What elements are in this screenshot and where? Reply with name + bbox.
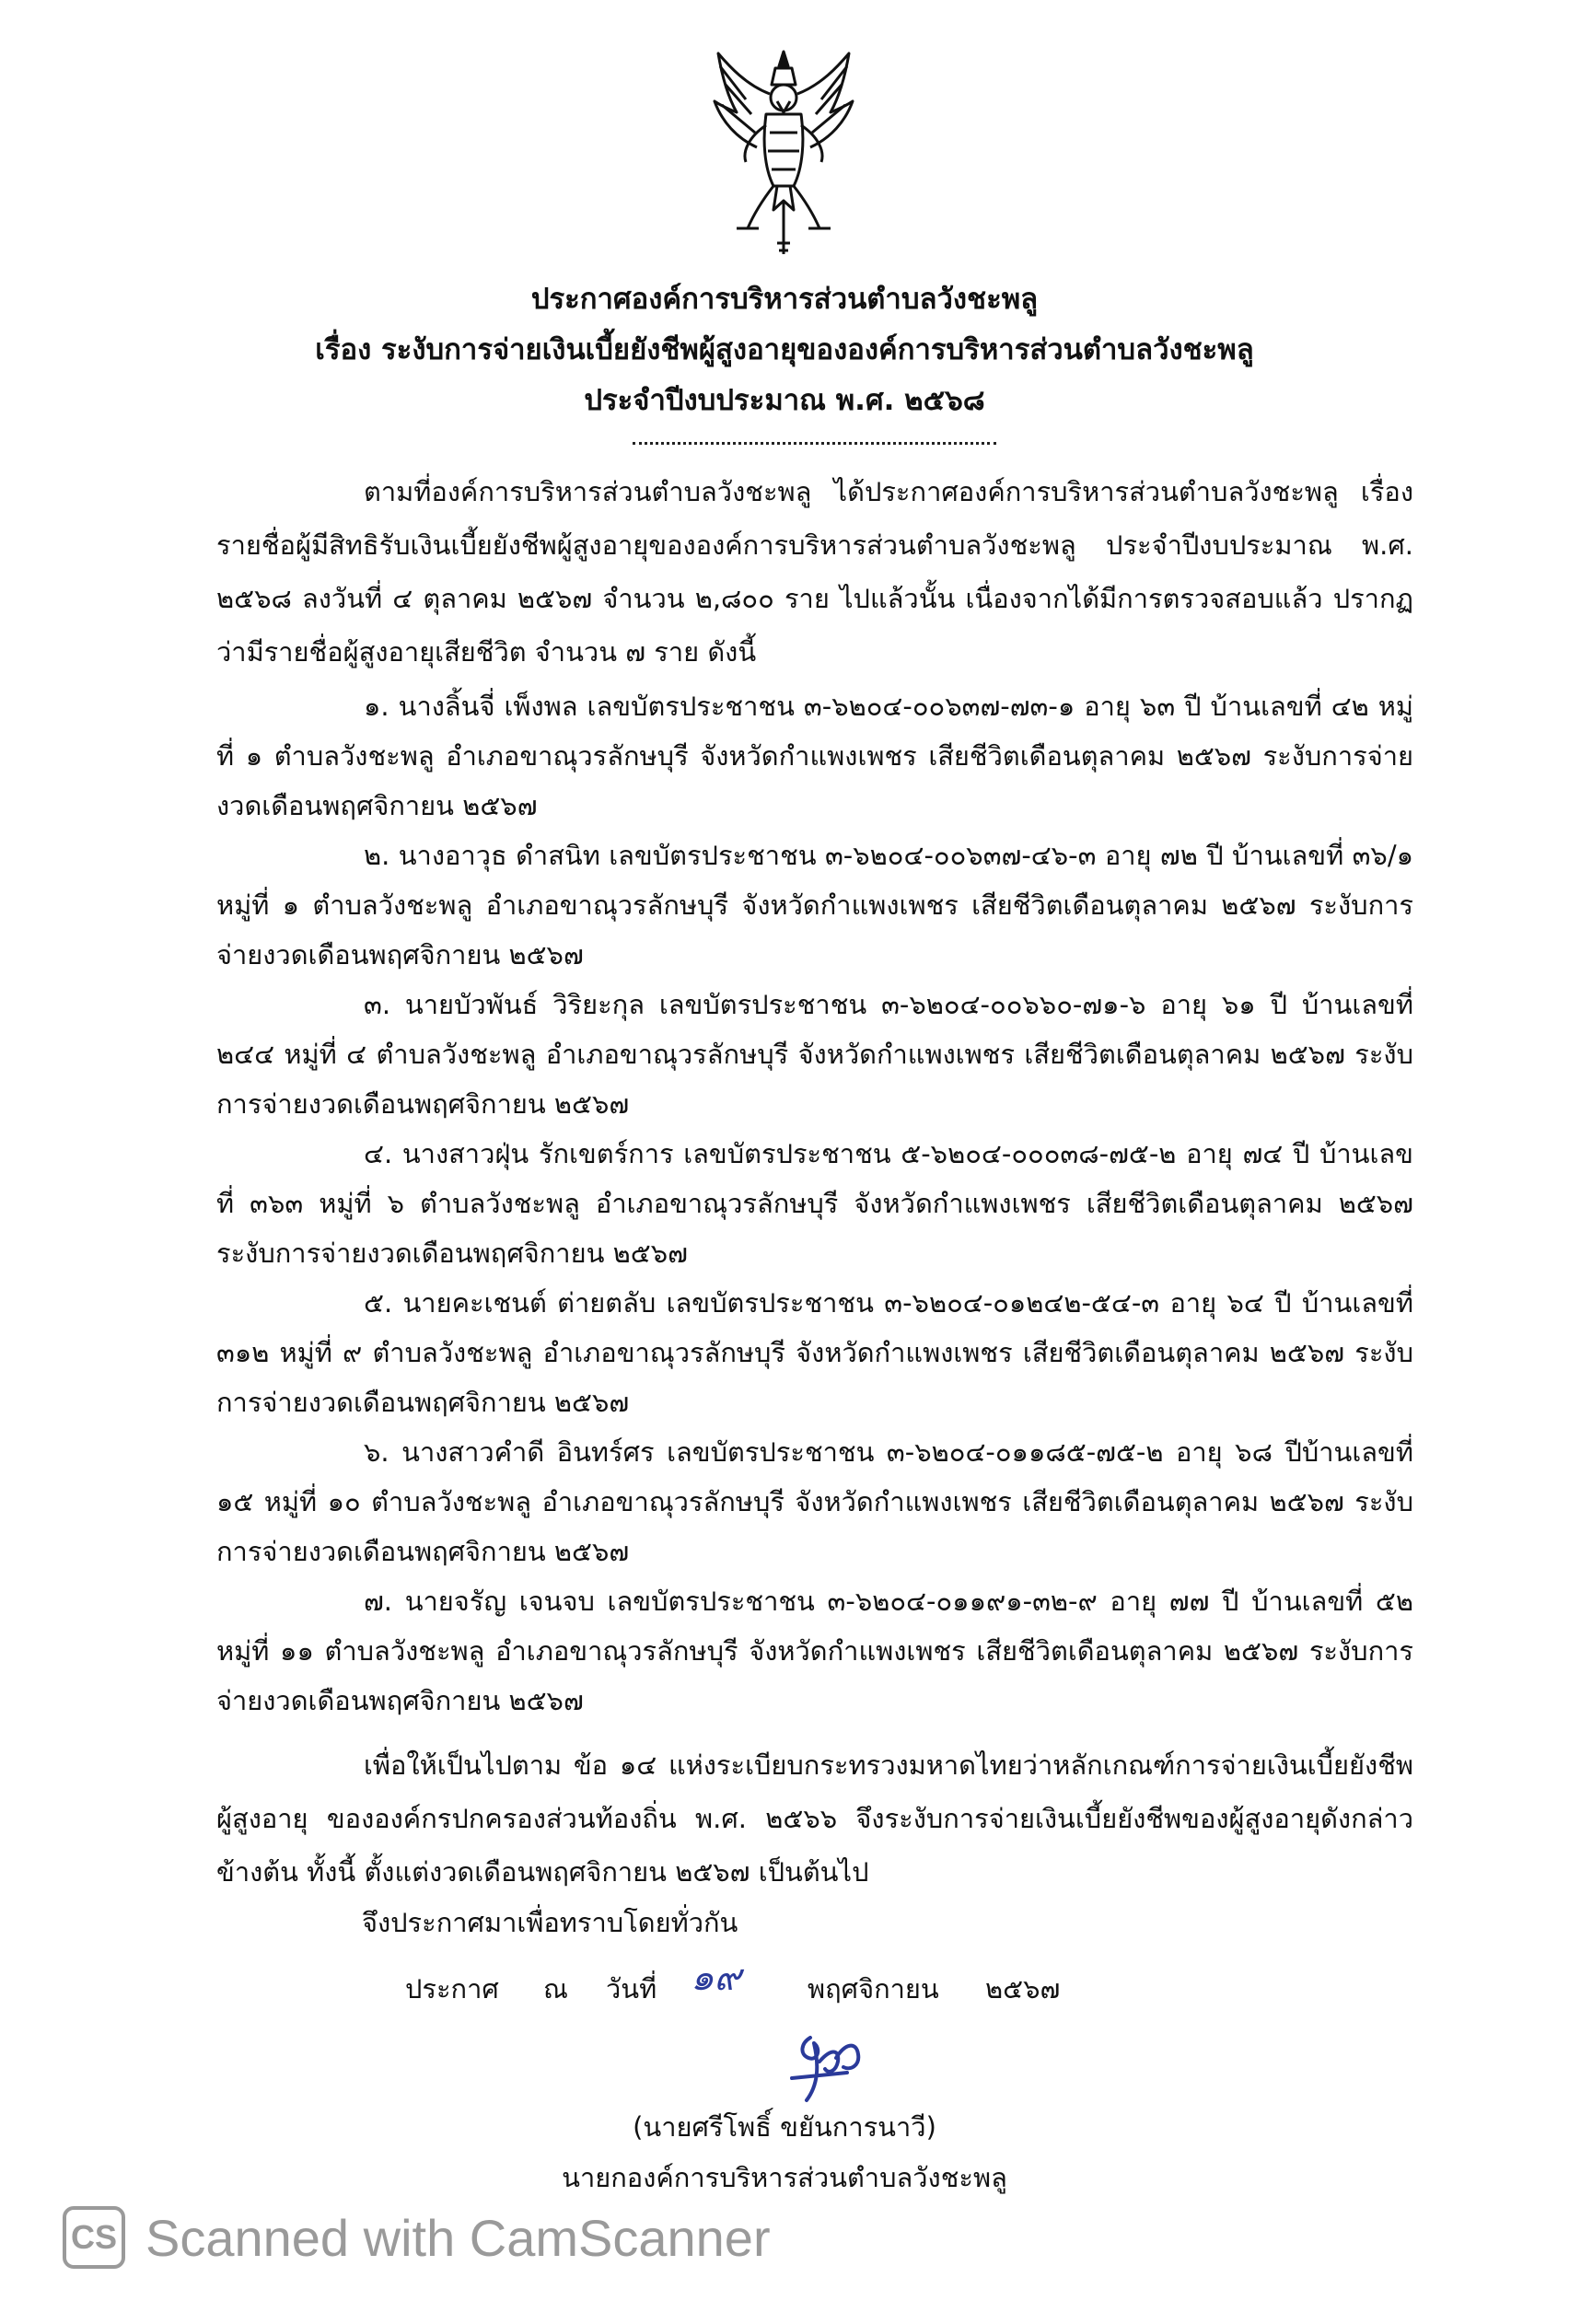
garuda-emblem-icon [709, 48, 858, 258]
camscanner-logo-icon: CS [63, 2206, 125, 2269]
deceased-item-2: ๒. นางอาวุธ ดำสนิท เลขบัตรประชาชน ๓-๖๒๐๔-๐๐๖๓๗-๔๖-๓ อายุ ๗๒ ปี บ้านเลขที่ ๓๖/๑ หมู่ที่ ๑ ตำบลวังชะพลู อำเภอขาณุวรลักษบุรี จังหวัดกำแพงเพชร เสียชีวิตเดือนตุลาคม ๒๕๖๗ ระงับการจ่ายงวดเดือนพฤศจิกายน ๒๕๖๗ [216, 840, 1413, 970]
deceased-item-6: ๖. นางสาวคำดี อินทร์ศร เลขบัตรประชาชน ๓-๖๒๐๔-๐๑๑๘๕-๗๕-๒ อายุ ๖๘ ปีบ้านเลขที่ ๑๕ หมู่ที่ ๑๐ ตำบลวังชะพลู อำเภอขาณุวรลักษบุรี จังหวัดกำแพงเพชร เสียชีวิตเดือนตุลาคม ๒๕๖๗ ระงับการจ่ายงวดเดือนพฤศจิกายน ๒๕๖๗ [216, 1436, 1413, 1567]
date-prefix: ประกาศ [405, 1973, 499, 2004]
camscanner-watermark [63, 2201, 771, 2274]
date-year: ๒๕๖๗ [985, 1973, 1061, 2004]
signer-name: (นายศรีโพธิ์ ขยันการนาวี) [633, 2111, 936, 2143]
handwritten-signature [783, 2021, 875, 2104]
date-at: ณ [543, 1973, 568, 2004]
deceased-item-3: ๓. นายบัวพันธ์ วิริยะกุล เลขบัตรประชาชน ๓-๖๒๐๔-๐๐๖๖๐-๗๑-๖ อายุ ๖๑ ปี บ้านเลขที่ ๒๔๔ หมู่ที่ ๔ ตำบลวังชะพลู อำเภอขาณุวรลักษบุรี จังหวัดกำแพงเพชร เสียชีวิตเดือนตุลาคม ๒๕๖๗ ระงับการจ่ายงวดเดือนพฤศจิกายน ๒๕๖๗ [216, 989, 1413, 1120]
intro-paragraph: ตามที่องค์การบริหารส่วนตำบลวังชะพลู ได้ประกาศองค์การบริหารส่วนตำบลวังชะพลู เรื่อง รายชื่อผู้มีสิทธิรับเงินเบี้ยยังชีพผู้สูงอายุขององค์การบริหารส่วนตำบลวังชะพลู ประจำปีงบประมาณ พ.ศ. ๒๕๖๘ ลงวันที่ ๔ ตุลาคม ๒๕๖๗ จำนวน ๒,๘๐๐ ราย ไปแล้วนั้น เนื่องจากได้มีการตรวจสอบแล้ว ปรากฏว่ามีรายชื่อผู้สูงอายุเสียชีวิต จำนวน ๗ ราย ดังนี้ [216, 476, 1413, 668]
date-month: พฤศจิกายน [808, 1973, 939, 2004]
deceased-item-7: ๗. นายจรัญ เจนจบ เลขบัตรประชาชน ๓-๖๒๐๔-๐๑๑๙๑-๓๒-๙ อายุ ๗๗ ปี บ้านเลขที่ ๕๒ หมู่ที่ ๑๑ ตำบลวังชะพลู อำเภอขาณุวรลักษบุรี จังหวัดกำแพงเพชร เสียชีวิตเดือนตุลาคม ๒๕๖๗ ระงับการจ่ายงวดเดือนพฤศจิกายน ๒๕๖๗ [216, 1586, 1413, 1716]
date-day-handwritten: ๑๙ [691, 1957, 741, 1999]
signer-position: นายกองค์การบริหารส่วนตำบลวังชะพลู [562, 2162, 1007, 2193]
dotted-divider [633, 442, 996, 445]
announcement-subject: เรื่อง ระงับการจ่ายเงินเบี้ยยังชีพผู้สูงอายุขององค์การบริหารส่วนตำบลวังชะพลู [315, 333, 1254, 366]
closing-statement: จึงประกาศมาเพื่อทราบโดยทั่วกัน [362, 1907, 738, 1938]
announcement-title: ประกาศองค์การบริหารส่วนตำบลวังชะพลู [530, 283, 1039, 316]
announcement-fiscal-year: ประจำปีงบประมาณ พ.ศ. ๒๕๖๘ [584, 384, 985, 417]
deceased-item-1: ๑. นางลิ้นจี่ เพ็งพล เลขบัตรประชาชน ๓-๖๒๐๔-๐๐๖๓๗-๗๓-๑ อายุ ๖๓ ปี บ้านเลขที่ ๔๒ หมู่ที่ ๑ ตำบลวังชะพลู อำเภอขาณุวรลักษบุรี จังหวัดกำแพงเพชร เสียชีวิตเดือนตุลาคม ๒๕๖๗ ระงับการจ่ายงวดเดือนพฤศจิกายน ๒๕๖๗ [216, 691, 1413, 821]
camscanner-text: Scanned with CamScanner [145, 2208, 771, 2267]
deceased-item-4: ๔. นางสาวฝุ่น รักเขตร์การ เลขบัตรประชาชน ๕-๖๒๐๔-๐๐๐๓๘-๗๕-๒ อายุ ๗๔ ปี บ้านเลขที่ ๓๖๓ หมู่ที่ ๖ ตำบลวังชะพลู อำเภอขาณุวรลักษบุรี จังหวัดกำแพงเพชร เสียชีวิตเดือนตุลาคม ๒๕๖๗ ระงับการจ่ายงวดเดือนพฤศจิกายน ๒๕๖๗ [216, 1138, 1413, 1269]
conclusion-paragraph: เพื่อให้เป็นไปตาม ข้อ ๑๔ แห่งระเบียบกระทรวงมหาดไทยว่าหลักเกณฑ์การจ่ายเงินเบี้ยยังชีพผู้สูงอายุ ขององค์กรปกครองส่วนท้องถิ่น พ.ศ. ๒๕๖๖ จึงระงับการจ่ายเงินเบี้ยยังชีพของผู้สูงอายุดังกล่าวข้างต้น ทั้งนี้ ตั้งแต่งวดเดือนพฤศจิกายน ๒๕๖๗ เป็นต้นไป [216, 1749, 1413, 1888]
date-day-label: วันที่ [606, 1973, 657, 2004]
deceased-item-5: ๕. นายคะเชนต์ ต่ายตลับ เลขบัตรประชาชน ๓-๖๒๐๔-๐๑๒๔๒-๕๔-๓ อายุ ๖๔ ปี บ้านเลขที่ ๓๑๒ หมู่ที่ ๙ ตำบลวังชะพลู อำเภอขาณุวรลักษบุรี จังหวัดกำแพงเพชร เสียชีวิตเดือนตุลาคม ๒๕๖๗ ระงับการจ่ายงวดเดือนพฤศจิกายน ๒๕๖๗ [216, 1287, 1413, 1418]
